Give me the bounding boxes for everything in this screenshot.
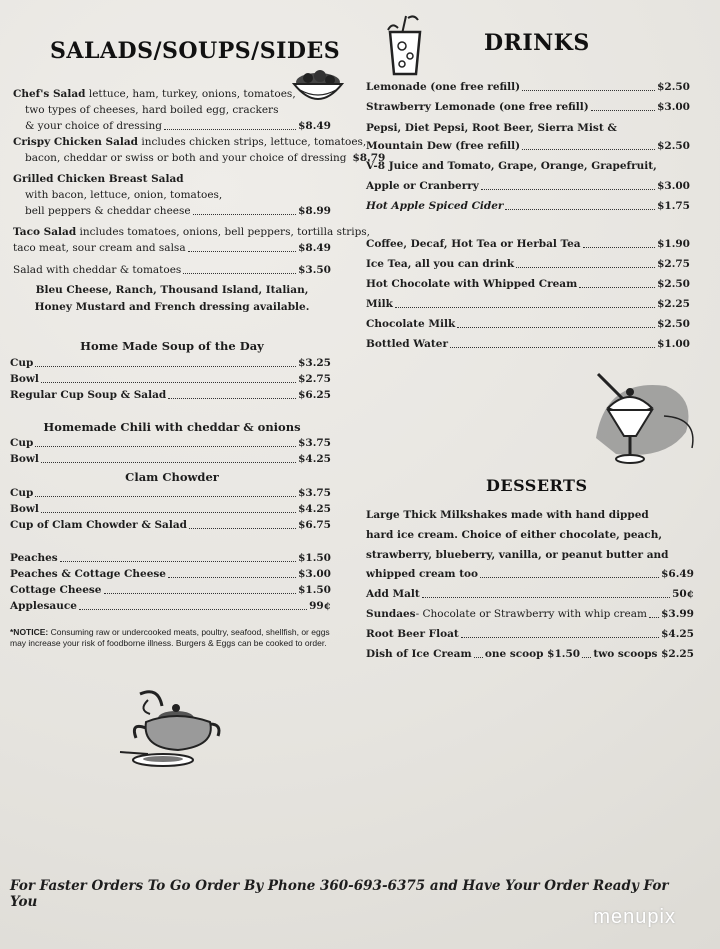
side-row: [10, 584, 331, 597]
pepsi-price-row: Mountain Dew (free refill) $2.50: [366, 140, 690, 152]
hot-drink-label: Coffee, Decaf, Hot Tea or Herbal Tea: [366, 238, 581, 250]
chef-salad-name: Chef's Salad: [13, 88, 86, 100]
taco-salad-name: Taco Salad: [13, 226, 77, 238]
chili-heading: Homemade Chili with cheddar & onions: [43, 420, 301, 434]
chili-row: [10, 453, 331, 466]
taco-salad-line1: Taco Salad includes tomatoes, onions, bell peppers, tortilla strips,: [13, 226, 371, 238]
crispy-salad-line1: Crispy Chicken Salad includes chicken strips, lettuce, tomatoes,: [13, 136, 367, 148]
hot-drink-row: [366, 338, 690, 351]
hot-drink-price: $2.50: [657, 278, 690, 290]
side-price: 99¢: [309, 600, 331, 612]
chef-salad-line1: Chef's Salad lettuce, ham, turkey, onions, tomatoes,: [13, 88, 296, 100]
soup-price: $3.25: [298, 357, 331, 369]
taco-salad-price: $8.49: [298, 242, 331, 254]
chef-salad-price-row: & your choice of dressing $8.49: [25, 120, 331, 132]
salads-heading: SALADS/SOUPS/SIDES: [50, 38, 341, 64]
footer-phone-note: For Faster Orders To Go Order By Phone 360-693-6375 and Have Your Order Ready For You: [10, 878, 669, 910]
chili-price: $3.75: [298, 437, 331, 449]
drink-row: [366, 101, 690, 114]
crispy-salad-price: $8.79: [352, 152, 386, 164]
hot-drink-label: Bottled Water: [366, 338, 448, 350]
hot-drink-row: [366, 278, 690, 291]
chowder-heading: Clam Chowder: [125, 470, 219, 484]
shake-line1: Large Thick Milkshakes made with hand dipped: [366, 509, 649, 521]
shake-price-row: whipped cream too $6.49: [366, 568, 694, 580]
malt-row: Add Malt 50¢: [366, 588, 694, 600]
hot-drink-label: Ice Tea, all you can drink: [366, 258, 515, 270]
chowder-row: [10, 519, 331, 532]
milkshake-icon: [586, 368, 701, 468]
drink-label: Lemonade (one free refill): [366, 81, 521, 93]
cheddar-salad-row: Salad with cheddar & tomatoes $3.50: [13, 264, 331, 276]
hot-drink-price: $2.50: [657, 318, 690, 330]
chef-salad-price: $8.49: [298, 120, 331, 132]
hot-drink-row: [366, 298, 690, 311]
soup-price: $6.25: [298, 389, 331, 401]
cider-row: Hot Apple Spiced Cider $1.75: [366, 200, 690, 212]
soup-row: [10, 357, 331, 370]
hot-drink-price: $1.00: [657, 338, 690, 350]
icecream-row: Dish of Ice Cream one scoop $1.50 two scoops $2.25: [366, 648, 694, 660]
salad-bowl-icon: [290, 68, 346, 108]
float-row: Root Beer Float $4.25: [366, 628, 694, 640]
watermark: menupix: [593, 906, 676, 928]
shake-line2: hard ice cream. Choice of either chocolate, peach,: [366, 529, 662, 541]
juice-price-row: Apple or Cranberry $3.00: [366, 180, 690, 192]
taco-salad-price-row: taco meat, sour cream and salsa $8.49: [13, 242, 331, 254]
hot-drink-label: Milk: [366, 298, 393, 310]
grilled-salad-price-row: bell peppers & cheddar cheese $8.99: [25, 205, 331, 217]
chowder-row: [10, 487, 331, 500]
hot-drink-label: Chocolate Milk: [366, 318, 456, 330]
chili-price: $4.25: [298, 453, 331, 465]
hot-drink-row: [366, 258, 690, 271]
crispy-salad-price-row: bacon, cheddar or swiss or both and your choice of dressing $8.79: [25, 152, 386, 164]
notice-label: *NOTICE:: [10, 627, 49, 637]
chili-row: [10, 437, 331, 450]
chowder-row: [10, 503, 331, 516]
chowder-price: $6.75: [298, 519, 331, 531]
desserts-heading: DESSERTS: [486, 476, 588, 495]
side-price: $3.00: [298, 568, 331, 580]
grilled-salad-line1: with bacon, lettuce, onion, tomatoes,: [25, 189, 223, 201]
notice-line1: *NOTICE: Consuming raw or undercooked meats, poultry, seafood, shellfish, or eggs: [10, 627, 330, 637]
side-label: Applesauce: [10, 600, 77, 612]
side-label: Peaches & Cottage Cheese: [10, 568, 166, 580]
drink-price: $2.50: [657, 81, 690, 93]
hot-drink-price: $1.90: [657, 238, 690, 250]
drink-row: [366, 81, 690, 94]
chef-salad-line2: two types of cheeses, hard boiled egg, crackers: [25, 104, 279, 116]
sundae-row: Sundaes - Chocolate or Strawberry with whip cream $3.99: [366, 608, 694, 620]
drink-price: $3.00: [657, 101, 690, 113]
shake-line3: strawberry, blueberry, vanilla, or peanut butter and: [366, 549, 669, 561]
side-row: [10, 600, 331, 613]
pepsi-line1: Pepsi, Diet Pepsi, Root Beer, Sierra Mist &: [366, 122, 617, 134]
side-price: $1.50: [298, 584, 331, 596]
hot-drink-price: $2.75: [657, 258, 690, 270]
crispy-salad-name: Crispy Chicken Salad: [13, 136, 139, 148]
juice-line1: V-8 Juice and Tomato, Grape, Orange, Grapefruit,: [366, 160, 657, 172]
soup-price: $2.75: [298, 373, 331, 385]
dressings-line1: Bleu Cheese, Ranch, Thousand Island, Italian,: [35, 284, 309, 296]
soup-heading: Home Made Soup of the Day: [80, 339, 264, 353]
chowder-price: $4.25: [298, 503, 331, 515]
grilled-salad-price: $8.99: [298, 205, 331, 217]
side-row: [10, 552, 331, 565]
side-row: [10, 568, 331, 581]
chowder-label: Cup: [10, 487, 34, 499]
drinks-heading: DRINKS: [484, 30, 590, 56]
teapot-icon: [118, 688, 228, 773]
chili-label: Bowl: [10, 453, 39, 465]
soup-label: Cup: [10, 357, 34, 369]
soup-label: Bowl: [10, 373, 39, 385]
chili-label: Cup: [10, 437, 34, 449]
drink-label: Strawberry Lemonade (one free refill): [366, 101, 589, 113]
grilled-salad-name: Grilled Chicken Breast Salad: [13, 173, 184, 185]
side-label: Peaches: [10, 552, 58, 564]
soup-row: [10, 373, 331, 386]
hot-drink-row: [366, 238, 690, 251]
hot-drink-price: $2.25: [657, 298, 690, 310]
chowder-label: Cup of Clam Chowder & Salad: [10, 519, 187, 531]
chowder-price: $3.75: [298, 487, 331, 499]
side-label: Cottage Cheese: [10, 584, 102, 596]
notice-line2: may increase your risk of foodborne illness. Burgers & Eggs can be cooked to order.: [10, 638, 327, 648]
hot-drink-row: [366, 318, 690, 331]
side-price: $1.50: [298, 552, 331, 564]
soup-label: Regular Cup Soup & Salad: [10, 389, 167, 401]
chowder-label: Bowl: [10, 503, 39, 515]
hot-drink-label: Hot Chocolate with Whipped Cream: [366, 278, 578, 290]
drink-glass-icon: [380, 12, 430, 80]
dressings-line2: Honey Mustard and French dressing available.: [34, 301, 310, 313]
soup-row: [10, 389, 331, 402]
